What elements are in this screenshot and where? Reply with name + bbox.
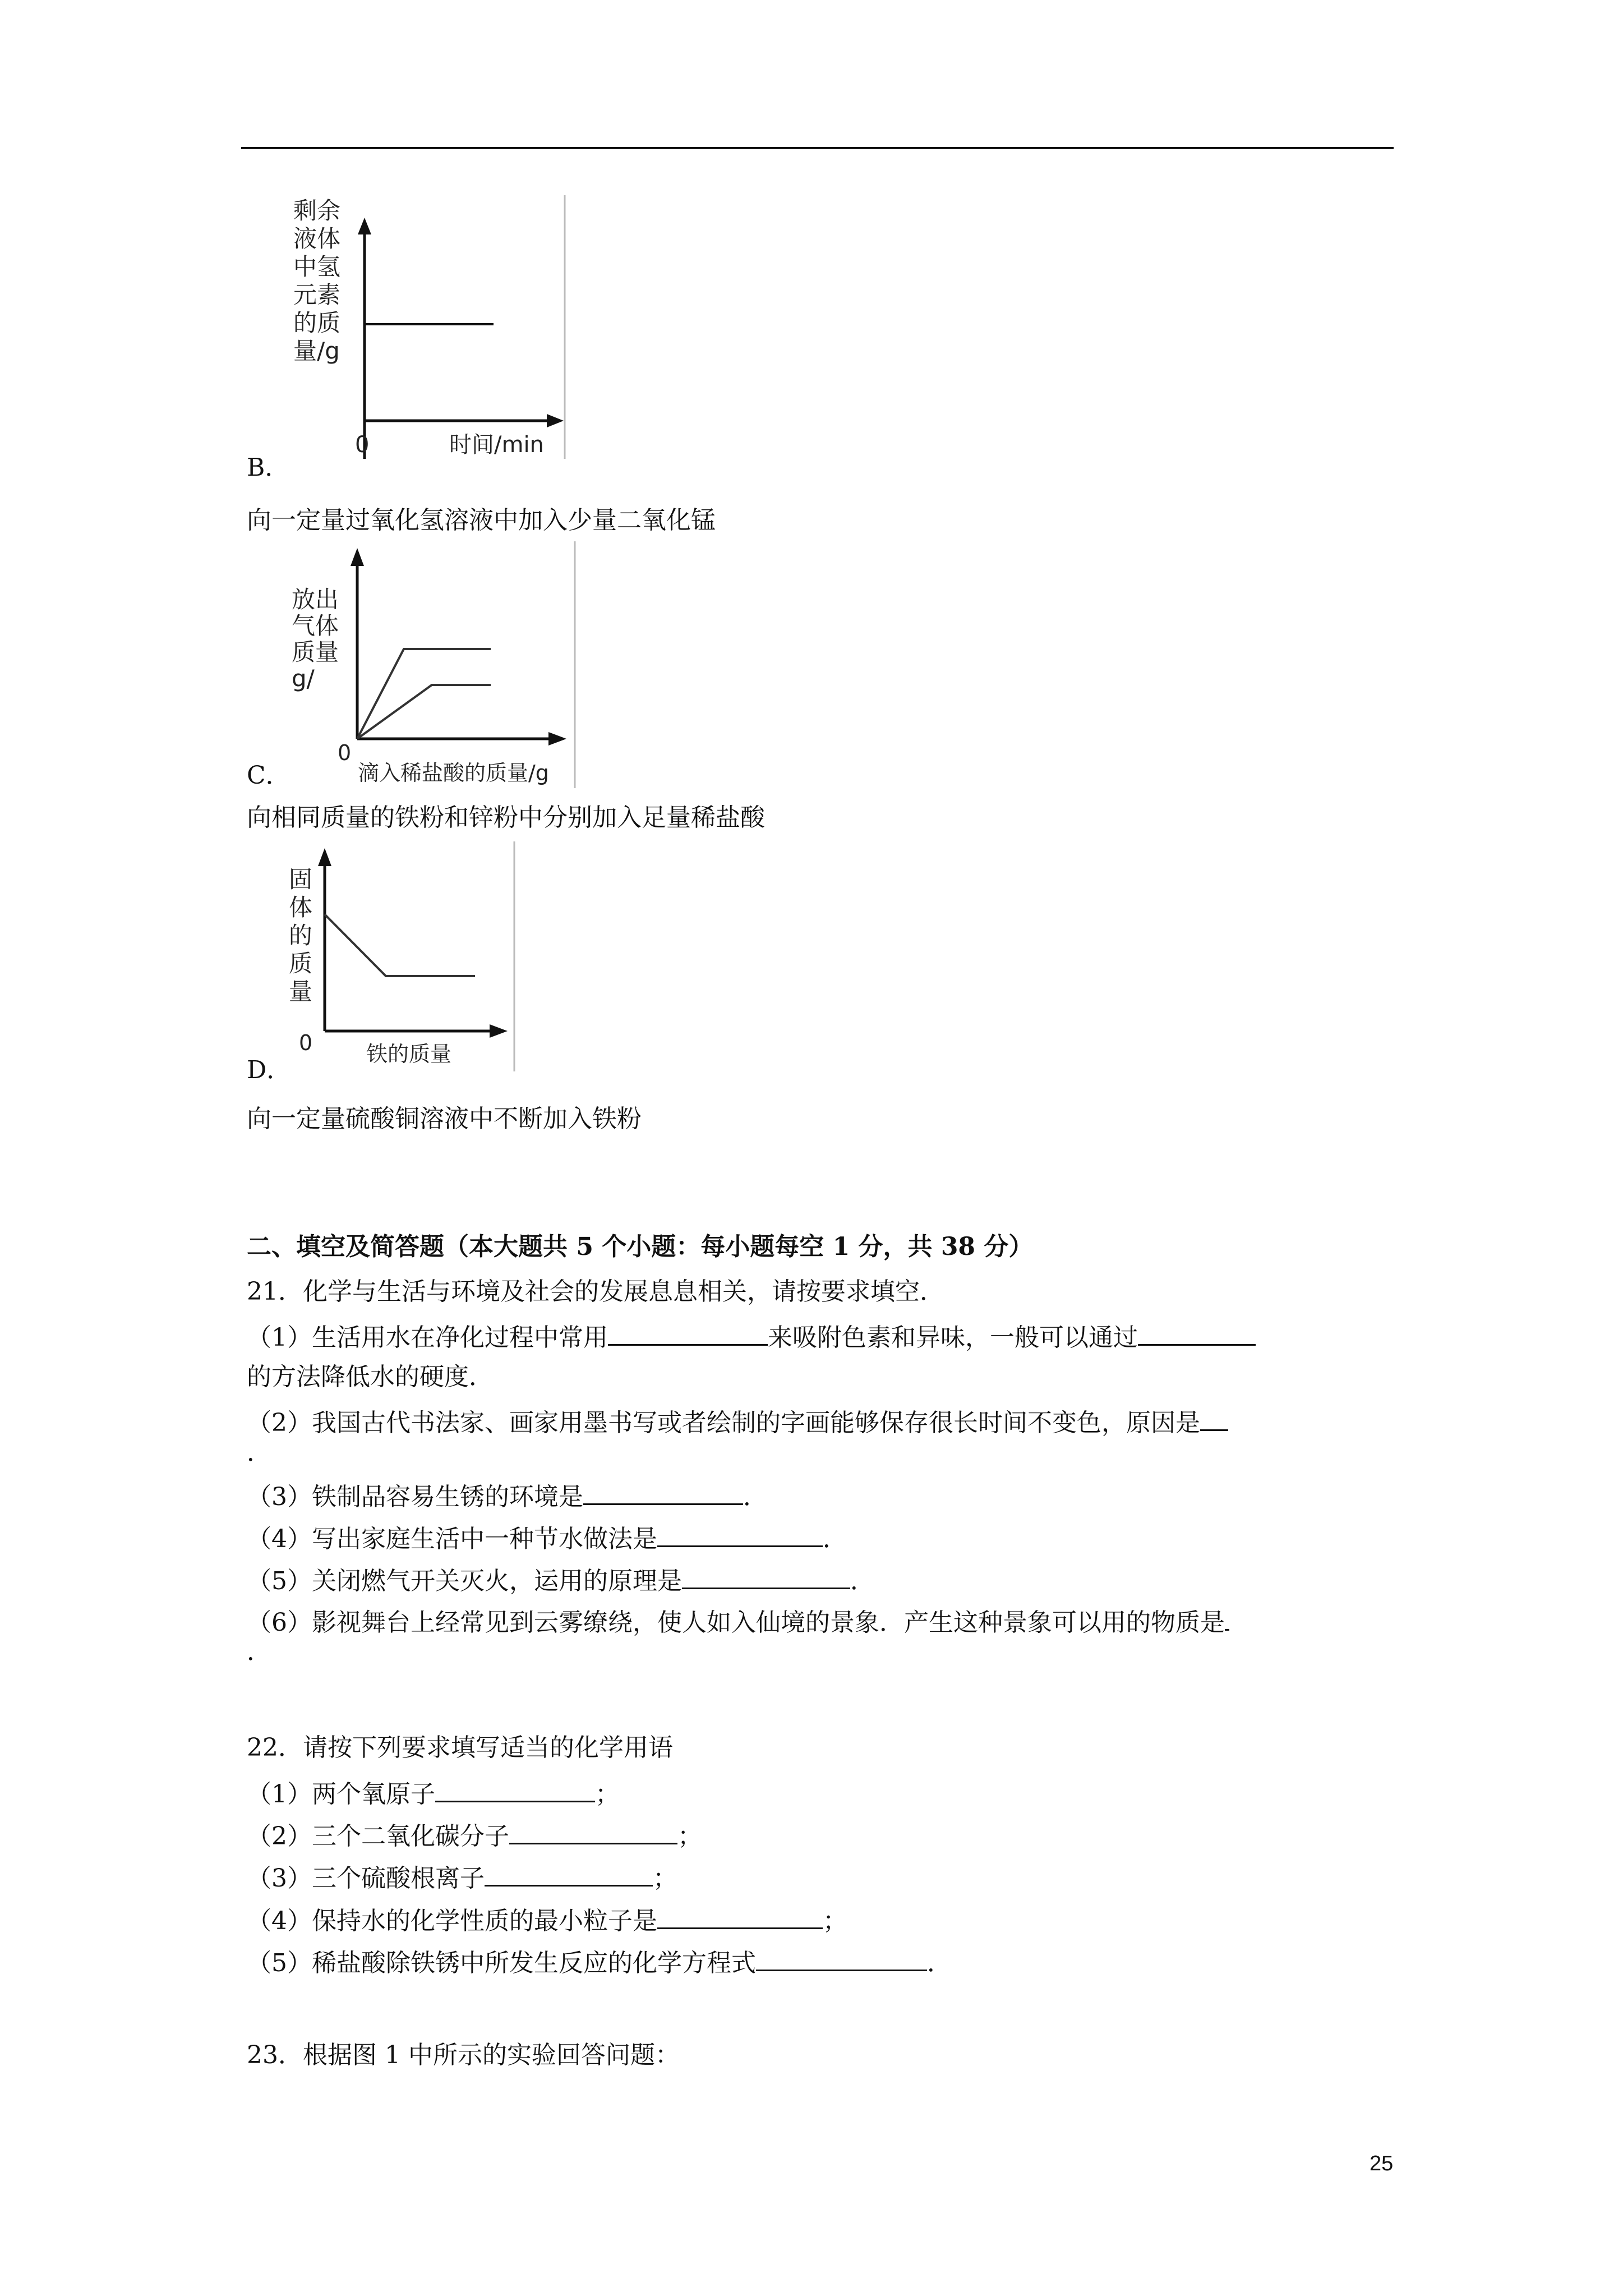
- answer-blank[interactable]: [1200, 1404, 1228, 1431]
- y-label-line-1: 剩余: [293, 197, 341, 224]
- y-label-line-3: 的: [289, 922, 313, 949]
- q21-part1-cont: 的方法降低水的硬度．: [247, 1363, 494, 1391]
- q21-part2-text: （2）我国古代书法家、画家用墨书写或者绘制的字画能够保存很长时间不变色，原因是: [247, 1409, 1200, 1437]
- answer-blank[interactable]: [583, 1478, 743, 1505]
- y-label-line-5: 量: [289, 978, 313, 1005]
- y-label-line-2: 体: [289, 894, 313, 921]
- y-label-line-1: 放出: [292, 586, 339, 613]
- q21-part6-line: [247, 1603, 1229, 1639]
- origin-label: 0: [355, 432, 370, 458]
- option-d-caption: 向一定量硫酸铜溶液中不断加入铁粉: [247, 1105, 642, 1133]
- figure-d-chart: [283, 841, 519, 1077]
- answer-blank[interactable]: [682, 1562, 850, 1589]
- section-heading: 二、填空及简答题（本大题共 5 个小题：每小题每空 1 分，共 38 分）: [247, 1232, 1034, 1261]
- period: ．: [927, 1949, 952, 1977]
- q22-part2-line: [247, 1817, 702, 1852]
- answer-blank[interactable]: [1138, 1318, 1256, 1346]
- q21-part4-line: [247, 1520, 847, 1555]
- q21-stem: 21．化学与生活与环境及社会的发展息息相关，请按要求填空．: [247, 1277, 944, 1306]
- y-label-line-1: 固: [289, 866, 313, 893]
- y-label-line-6: 量/g: [293, 337, 340, 365]
- q21-part2-end: ．: [247, 1438, 271, 1467]
- q22-part5-line: [247, 1944, 952, 1979]
- x-axis-label: 铁的质量: [366, 1042, 452, 1066]
- figure-c-chart: [286, 541, 578, 788]
- q21-part1-text-b: 来吸附色素和异味，一般可以通过: [768, 1323, 1138, 1352]
- y-label-line-4: g/: [292, 665, 315, 692]
- origin-label: 0: [299, 1030, 313, 1055]
- q21-part5-text: （5）关闭燃气开关灭火，运用的原理是: [247, 1567, 682, 1595]
- y-label-line-2: 气体: [292, 612, 339, 639]
- semicolon: ；: [677, 1822, 702, 1851]
- q22-part4-line: [247, 1902, 847, 1937]
- option-c-caption: 向相同质量的铁粉和锌粉中分别加入足量稀盐酸: [247, 803, 765, 832]
- header-rule: [241, 147, 1394, 149]
- q21-part4-text: （4）写出家庭生活中一种节水做法是: [247, 1525, 657, 1553]
- answer-blank[interactable]: [485, 1859, 653, 1887]
- page-number: 25: [1370, 2152, 1394, 2175]
- answer-blank[interactable]: [509, 1817, 677, 1844]
- answer-blank[interactable]: [435, 1775, 595, 1802]
- y-label-line-5: 的质: [293, 309, 341, 337]
- semicolon: ；: [595, 1780, 620, 1809]
- q21-part6-text: （6）影视舞台上经常见到云雾缭绕，使人如入仙境的景象．产生这种景象可以用的物质是: [247, 1608, 1225, 1637]
- q21-part3-line: [247, 1478, 768, 1513]
- option-c-letter: C．: [247, 761, 291, 790]
- semicolon: ；: [823, 1907, 847, 1935]
- answer-blank[interactable]: [657, 1902, 823, 1929]
- x-axis-label: 时间/min: [449, 432, 544, 458]
- q22-part1-text: （1）两个氧原子: [247, 1780, 435, 1809]
- q22-stem: 22．请按下列要求填写适当的化学用语: [247, 1733, 673, 1762]
- x-axis-label: 滴入稀盐酸的质量/g: [358, 761, 549, 785]
- q23-stem: 23．根据图 1 中所示的实验回答问题：: [247, 2041, 680, 2069]
- q21-part1-text-a: （1）生活用水在净化过程中常用: [247, 1323, 608, 1352]
- q22-part3-line: [247, 1859, 677, 1894]
- period: ．: [743, 1483, 768, 1511]
- y-label-line-2: 液体: [293, 225, 341, 252]
- q21-part3-text: （3）铁制品容易生锈的环境是: [247, 1483, 583, 1511]
- q21-part2-line: [247, 1404, 1228, 1439]
- origin-label: 0: [338, 740, 352, 765]
- y-label-line-3: 中氢: [293, 253, 341, 280]
- period: ．: [823, 1525, 847, 1553]
- period: ．: [850, 1567, 875, 1595]
- y-label-line-4: 元素: [293, 281, 341, 309]
- q22-part4-text: （4）保持水的化学性质的最小粒子是: [247, 1907, 657, 1935]
- semicolon: ；: [653, 1864, 677, 1893]
- q22-part2-text: （2）三个二氧化碳分子: [247, 1822, 509, 1851]
- q21-part6-end: ．: [247, 1637, 271, 1666]
- option-b-letter: B．: [247, 453, 290, 482]
- option-b-caption: 向一定量过氧化氢溶液中加入少量二氧化锰: [247, 506, 716, 535]
- answer-blank[interactable]: [608, 1318, 768, 1346]
- option-d-letter: D．: [247, 1056, 292, 1084]
- q22-part5-text: （5）稀盐酸除铁锈中所发生反应的化学方程式: [247, 1949, 756, 1977]
- q22-part1-line: [247, 1775, 620, 1810]
- q21-part5-line: [247, 1562, 875, 1597]
- y-label-line-4: 质: [289, 950, 313, 977]
- answer-blank[interactable]: [1225, 1603, 1229, 1631]
- answer-blank[interactable]: [756, 1944, 927, 1971]
- y-label-line-3: 质量: [292, 638, 339, 666]
- q22-part3-text: （3）三个硫酸根离子: [247, 1864, 485, 1893]
- figure-b-chart: [283, 195, 575, 464]
- q21-part1-line: [247, 1318, 1256, 1354]
- answer-blank[interactable]: [657, 1520, 823, 1547]
